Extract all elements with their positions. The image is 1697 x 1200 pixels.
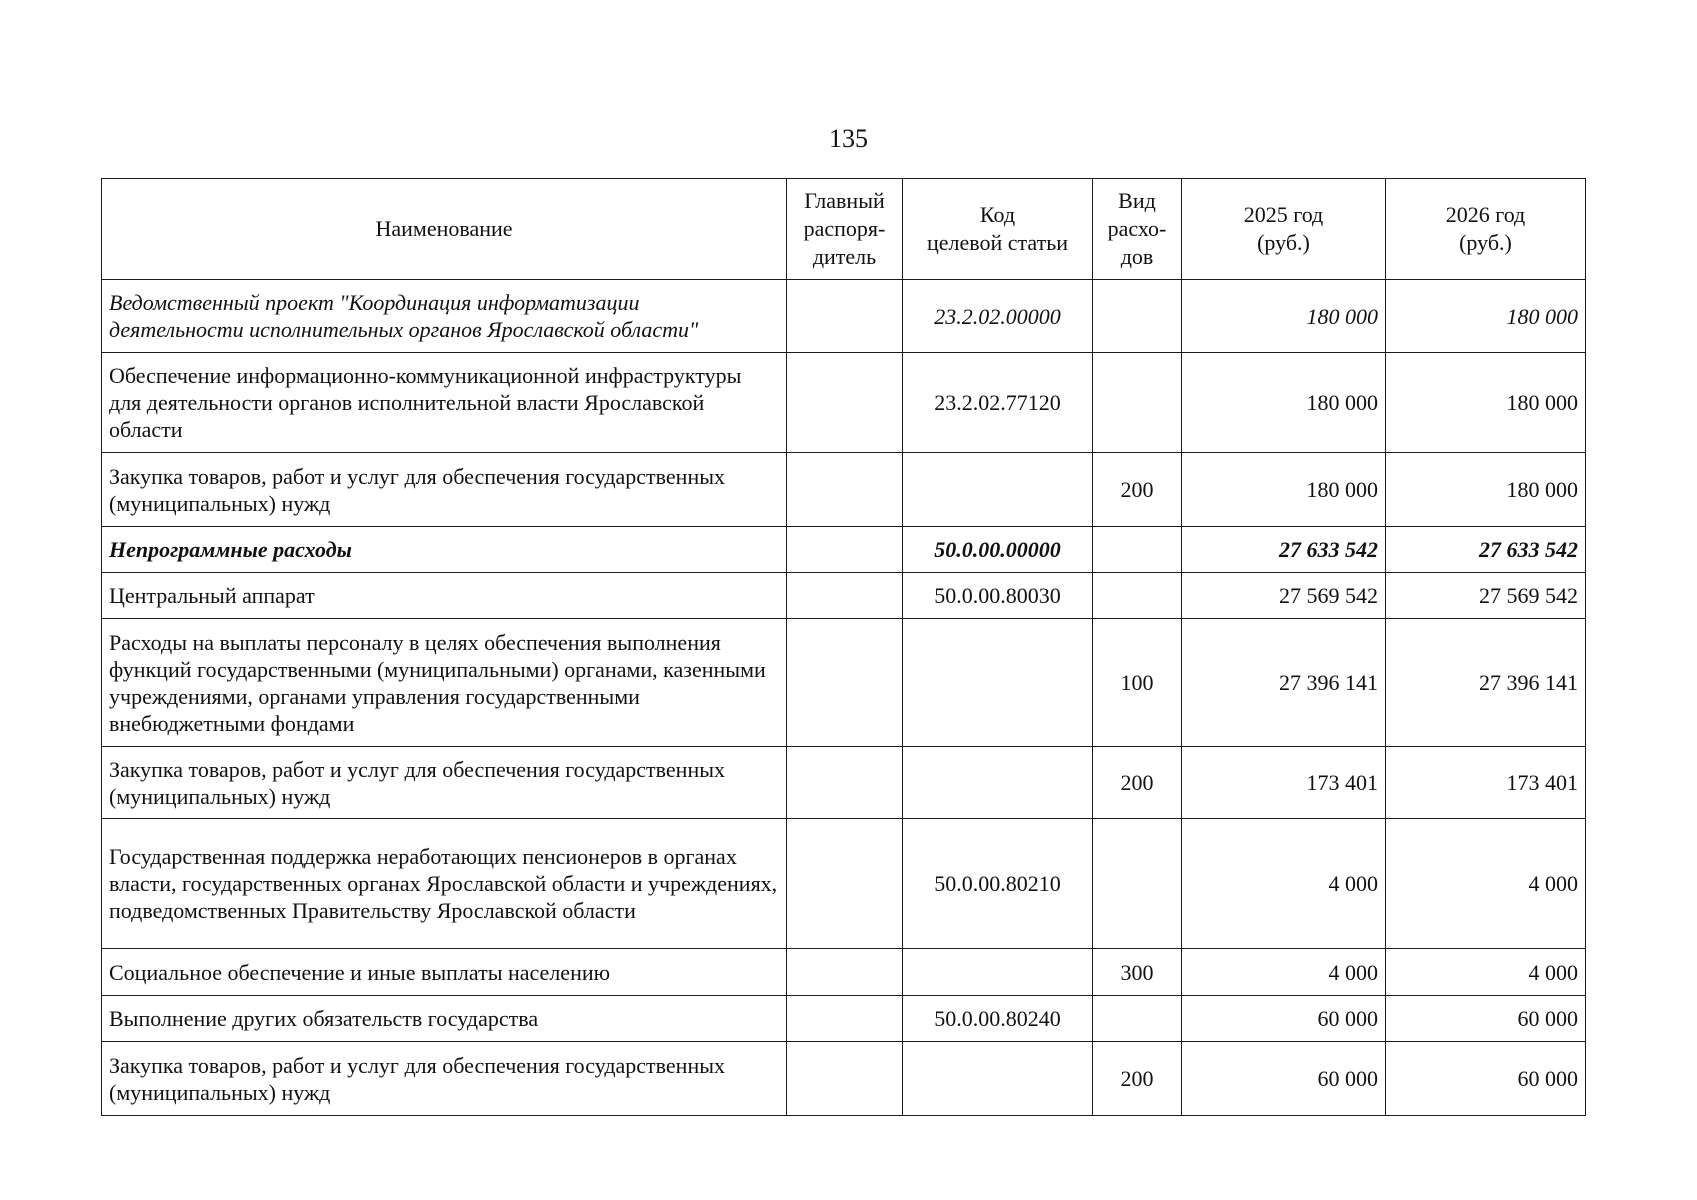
row-2026: 27 396 141 (1386, 619, 1586, 747)
table-row (102, 747, 1586, 819)
row-manager (787, 949, 903, 996)
row-2025: 173 401 (1182, 747, 1386, 819)
header-2025: 2025 год (руб.) (1182, 179, 1386, 280)
row-name: Закупка товаров, работ и услуг для обеспечения государственных (муниципальных) нужд (102, 747, 787, 819)
row-code: 50.0.00.80210 (903, 819, 1093, 949)
table-row (102, 527, 1586, 573)
row-manager (787, 453, 903, 527)
row-manager (787, 353, 903, 453)
row-manager (787, 819, 903, 949)
row-type: 200 (1093, 453, 1182, 527)
row-2026: 4 000 (1386, 949, 1586, 996)
row-2026: 60 000 (1386, 1042, 1586, 1116)
row-2025: 60 000 (1182, 1042, 1386, 1116)
row-name: Выполнение других обязательств государства (102, 996, 787, 1042)
table-row (102, 1042, 1586, 1116)
row-manager (787, 280, 903, 353)
row-type (1093, 280, 1182, 353)
table-row (102, 453, 1586, 527)
row-code (903, 453, 1093, 527)
header-2026: 2026 год (руб.) (1386, 179, 1586, 280)
row-type (1093, 353, 1182, 453)
row-2025: 27 633 542 (1182, 527, 1386, 573)
header-expense-type: Вид расхо- дов (1093, 179, 1182, 280)
row-2026: 180 000 (1386, 353, 1586, 453)
row-2026: 173 401 (1386, 747, 1586, 819)
row-code (903, 619, 1093, 747)
row-2026: 60 000 (1386, 996, 1586, 1042)
row-manager (787, 573, 903, 619)
table-row (102, 996, 1586, 1042)
row-code: 23.2.02.00000 (903, 280, 1093, 353)
row-manager (787, 527, 903, 573)
row-type: 200 (1093, 747, 1182, 819)
row-2026: 180 000 (1386, 453, 1586, 527)
row-code: 50.0.00.80240 (903, 996, 1093, 1042)
row-name: Ведомственный проект "Координация информатизации деятельности исполнительных органов Ярославской области" (102, 280, 787, 353)
row-code (903, 1042, 1093, 1116)
budget-table (101, 178, 1586, 1116)
table-row (102, 280, 1586, 353)
row-type (1093, 527, 1182, 573)
row-name: Закупка товаров, работ и услуг для обеспечения государственных (муниципальных) нужд (102, 1042, 787, 1116)
row-manager (787, 1042, 903, 1116)
row-manager (787, 619, 903, 747)
row-code (903, 747, 1093, 819)
row-2025: 27 396 141 (1182, 619, 1386, 747)
row-manager (787, 747, 903, 819)
table-header-row (102, 179, 1586, 280)
row-type: 100 (1093, 619, 1182, 747)
row-name: Непрограммные расходы (102, 527, 787, 573)
row-type (1093, 573, 1182, 619)
header-target-code: Код целевой статьи (903, 179, 1093, 280)
row-code (903, 949, 1093, 996)
header-name: Наименование (102, 179, 787, 280)
row-2025: 180 000 (1182, 280, 1386, 353)
row-2025: 60 000 (1182, 996, 1386, 1042)
row-2025: 180 000 (1182, 453, 1386, 527)
table-row (102, 573, 1586, 619)
page-number: 135 (829, 124, 868, 153)
row-2025: 4 000 (1182, 819, 1386, 949)
row-name: Закупка товаров, работ и услуг для обеспечения государственных (муниципальных) нужд (102, 453, 787, 527)
table-row (102, 353, 1586, 453)
table-row (102, 819, 1586, 949)
table-row (102, 949, 1586, 996)
row-code: 23.2.02.77120 (903, 353, 1093, 453)
row-type: 300 (1093, 949, 1182, 996)
row-name: Обеспечение информационно-коммуникационной инфраструктуры для деятельности органов исполнительной власти Ярославской области (102, 353, 787, 453)
table-row (102, 619, 1586, 747)
row-2026: 27 569 542 (1386, 573, 1586, 619)
row-2026: 27 633 542 (1386, 527, 1586, 573)
row-name: Центральный аппарат (102, 573, 787, 619)
row-code: 50.0.00.00000 (903, 527, 1093, 573)
row-name: Государственная поддержка неработающих пенсионеров в органах власти, государственных органах Ярославской области и учреждениях, подведомственных Правительству Ярославской области (102, 819, 787, 949)
row-2026: 4 000 (1386, 819, 1586, 949)
row-type (1093, 819, 1182, 949)
row-manager (787, 996, 903, 1042)
row-2025: 180 000 (1182, 353, 1386, 453)
row-name: Расходы на выплаты персоналу в целях обеспечения выполнения функций государственными (муниципальными) органами, казенными учреждениями, органами управления государственными внебюджетными фондами (102, 619, 787, 747)
row-name: Социальное обеспечение и иные выплаты населению (102, 949, 787, 996)
row-type (1093, 996, 1182, 1042)
row-2026: 180 000 (1386, 280, 1586, 353)
row-type: 200 (1093, 1042, 1182, 1116)
row-code: 50.0.00.80030 (903, 573, 1093, 619)
row-2025: 27 569 542 (1182, 573, 1386, 619)
row-2025: 4 000 (1182, 949, 1386, 996)
header-main-manager: Главный распоря- дитель (787, 179, 903, 280)
